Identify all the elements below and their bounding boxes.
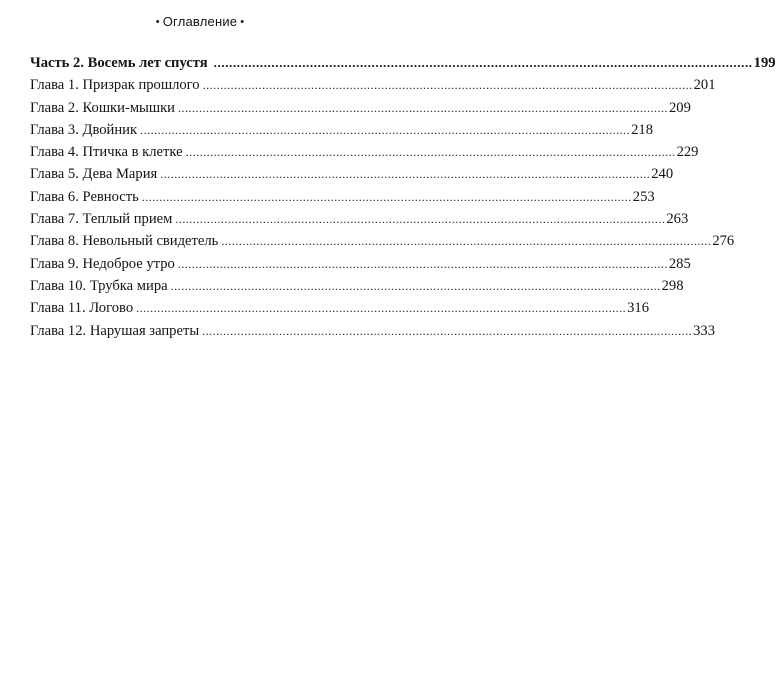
dot-leader: ............................................................................................................................................: [202, 78, 693, 93]
toc-chapter-entry[interactable]: [30, 300, 650, 322]
bullet-right-icon: •: [240, 16, 245, 28]
toc-chapter-title: Глава 6. Ревность: [30, 188, 139, 205]
toc-part-page: 199: [753, 55, 776, 71]
toc-chapter-page: 253: [632, 188, 655, 205]
dot-leader: ............................................................................................................................................: [202, 323, 693, 338]
toc-chapter-page: 263: [666, 211, 689, 228]
toc-chapter-entry[interactable]: [30, 77, 716, 99]
dot-leader: ............................................................................................................................................: [185, 145, 676, 160]
toc-chapter-entry[interactable]: [30, 99, 691, 122]
table-of-contents: [30, 55, 776, 345]
toc-chapter-page: 201: [693, 77, 716, 94]
toc-chapter-title: Глава 11. Логово: [30, 300, 134, 317]
toc-chapter-title: Глава 2. Кошки-мышки: [30, 99, 175, 116]
toc-chapter-entry[interactable]: [30, 121, 653, 144]
dot-leader: ............................................................................................................................................: [160, 167, 651, 182]
dot-leader: ............................................................................................................................................: [177, 256, 668, 271]
toc-chapter-title: Глава 7. Теплый прием: [30, 211, 173, 228]
dot-leader: ............................................................................................................................................: [213, 55, 753, 70]
toc-chapter-title: Глава 5. Дева Мария: [30, 166, 158, 183]
dot-leader: ............................................................................................................................................: [136, 301, 627, 316]
header-title: Оглавление: [162, 14, 238, 29]
toc-chapter-page: 229: [676, 144, 699, 161]
toc-chapter-entry[interactable]: [30, 188, 655, 211]
toc-chapter-title: Глава 3. Двойник: [30, 121, 138, 138]
dot-leader: ............................................................................................................................................: [175, 212, 666, 227]
toc-chapter-entry[interactable]: [30, 144, 699, 166]
toc-chapter-title: Глава 1. Призрак прошлого: [30, 77, 200, 94]
toc-chapter-page: 316: [627, 300, 650, 317]
dot-leader: ............................................................................................................................................: [140, 122, 631, 137]
toc-chapter-page: 285: [668, 255, 691, 272]
toc-chapter-entry[interactable]: [30, 211, 689, 233]
toc-chapter-entry[interactable]: [30, 233, 735, 255]
bullet-left-icon: •: [155, 16, 160, 28]
dot-leader: ............................................................................................................................................: [170, 278, 661, 293]
toc-chapter-title: Глава 9. Недоброе утро: [30, 255, 175, 272]
toc-chapter-page: 276: [712, 233, 735, 250]
toc-chapter-entry[interactable]: [30, 166, 674, 188]
toc-chapter-entry[interactable]: [30, 322, 716, 345]
dot-leader: ............................................................................................................................................: [141, 189, 632, 204]
toc-chapter-title: Глава 10. Трубка мира: [30, 277, 168, 294]
toc-chapter-title: Глава 4. Птичка в клетке: [30, 144, 183, 161]
dot-leader: ............................................................................................................................................: [221, 234, 712, 249]
toc-part-title: Часть 2. Восемь лет спустя: [30, 55, 208, 71]
toc-chapter-title: Глава 8. Невольный свидетель: [30, 233, 219, 250]
toc-chapter-title: Глава 12. Нарушая запреты: [30, 322, 200, 339]
toc-chapter-page: 298: [661, 277, 684, 294]
toc-chapter-page: 333: [693, 322, 716, 339]
toc-part-entry[interactable]: [30, 55, 776, 77]
toc-chapter-entry[interactable]: [30, 277, 684, 300]
toc-chapter-entry[interactable]: [30, 255, 691, 278]
running-header: [0, 14, 400, 29]
dot-leader: ............................................................................................................................................: [178, 100, 668, 115]
toc-chapter-page: 209: [669, 99, 691, 116]
toc-chapter-page: 240: [651, 166, 674, 183]
toc-chapter-page: 218: [631, 121, 653, 138]
